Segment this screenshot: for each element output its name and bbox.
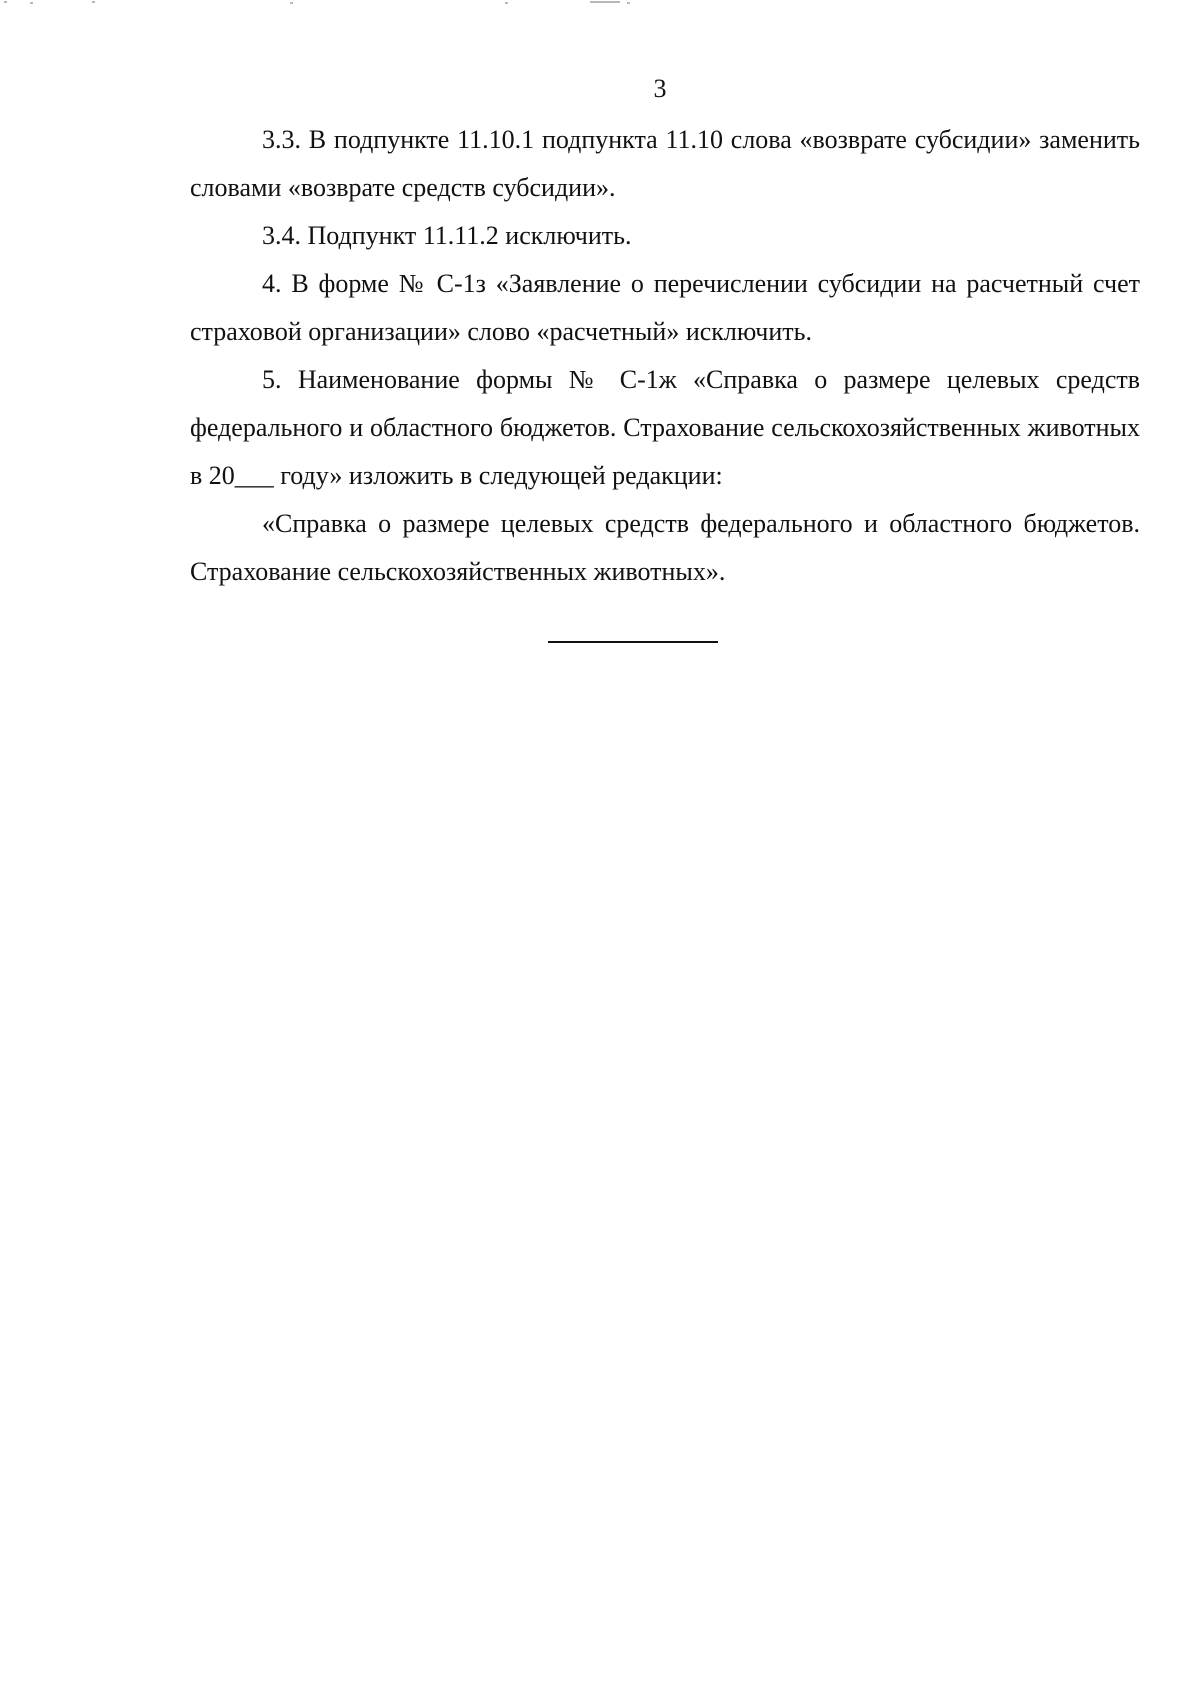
paragraph-5: 5. Наименование формы № С-1ж «Справка о размере целевых средств федерального и областного бюджетов. Страхование сельскохозяйственных животных в 20___ году» изложить в следующей редакции: <box>190 365 1140 490</box>
page-number: 3 <box>653 74 667 103</box>
paragraph-5-quote: «Справка о размере целевых средств федерального и областного бюджетов. Страхование сельскохозяйственных животных». <box>190 509 1140 586</box>
scan-artifacts <box>0 0 1200 10</box>
scan-speck <box>290 2 293 4</box>
scan-speck <box>505 2 508 4</box>
scan-speck <box>4 1 7 3</box>
scan-speck <box>30 2 33 4</box>
scan-speck <box>92 1 95 3</box>
paragraph-4: 4. В форме № С-1з «Заявление о перечислении субсидии на расчетный счет страховой организации» слово «расчетный» исключить. <box>190 269 1140 346</box>
end-separator-line <box>548 641 718 643</box>
paragraph-3-3: 3.3. В подпункте 11.10.1 подпункта 11.10 слова «возврате субсидии» заменить словами «возврате средств субсидии». <box>190 125 1140 202</box>
scan-speck <box>590 1 620 3</box>
scan-speck <box>627 2 630 4</box>
paragraph-3-4: 3.4. Подпункт 11.11.2 исключить. <box>262 221 632 250</box>
document-body <box>190 116 1140 596</box>
